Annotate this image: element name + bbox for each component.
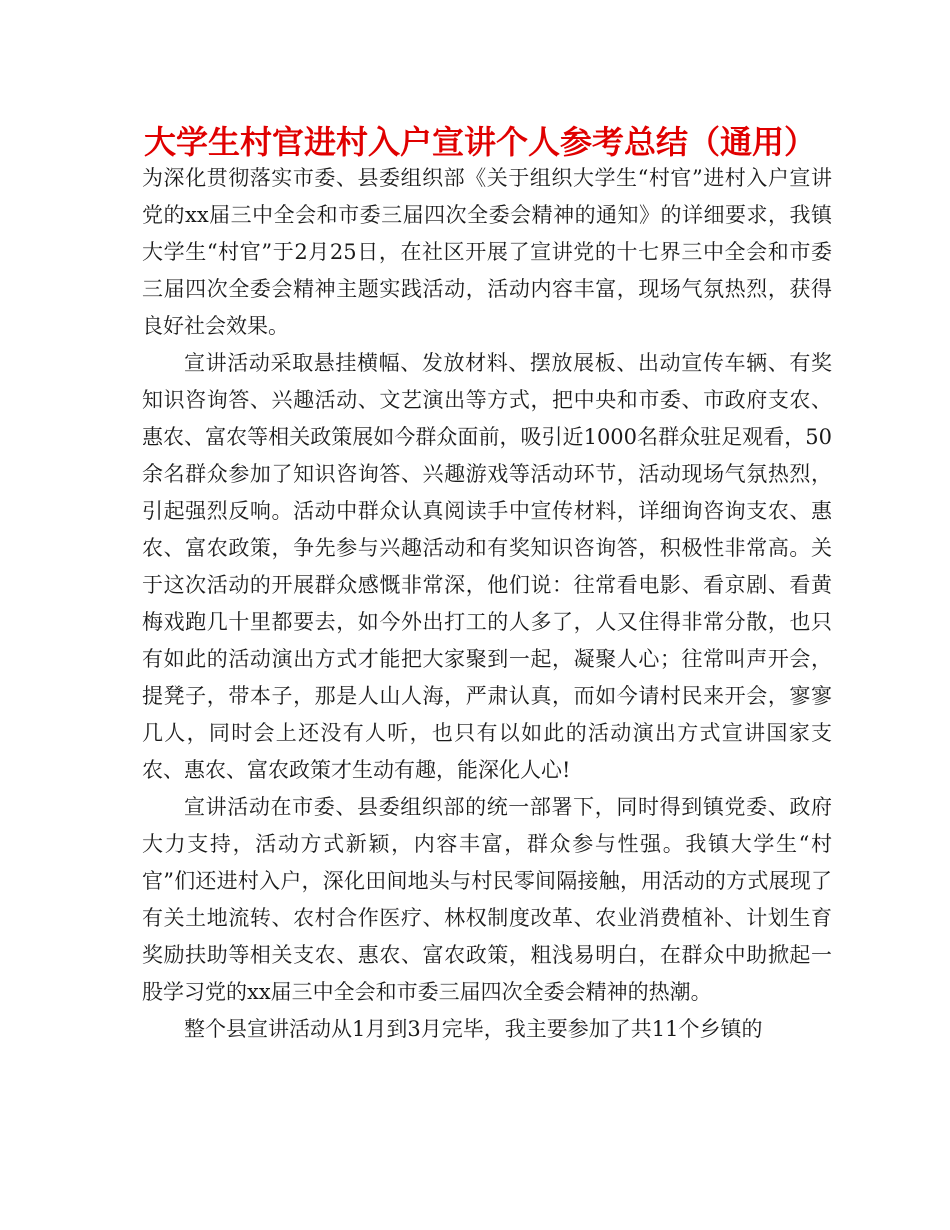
- paragraph-2: 宣讲活动采取悬挂横幅、发放材料、摆放展板、出动宣传车辆、有奖知识咨询答、兴趣活动、文艺演出等方式，把中央和市委、市政府支农、惠农、富农等相关政策展如今群众面前，吸引近1000名群众驻足观看，50余名群众参加了知识咨询答、兴趣游戏等活动环节，活动现场气氛热烈，引起强烈反响。活动中群众认真阅读手中宣传材料，详细询咨询支农、惠农、富农政策，争先参与兴趣活动和有奖知识咨询答，积极性非常高。关于这次活动的开展群众感慨非常深，他们说：往常看电影、看京剧、看黄梅戏跑几十里都要去，如今外出打工的人多了，人又住得非常分散，也只有如此的活动演出方式才能把大家聚到一起，凝聚人心；往常叫声开会，提凳子，带本子，那是人山人海，严肃认真，而如今请村民来开会，寥寥几人，同时会上还没有人听，也只有以如此的活动演出方式宣讲国家支农、惠农、富农政策才生动有趣，能深化人心!: [142, 351, 832, 782]
- document-title: 大学生村官进村入户宣讲个人参考总结（通用）: [143, 123, 816, 161]
- paragraph-4: 整个县宣讲活动从1月到3月完毕，我主要参加了共11个乡镇的: [184, 1017, 763, 1041]
- paragraph-1: 为深化贯彻落实市委、县委组织部《关于组织大学生“村官”进村入户宣讲党的xx届三中全会和市委三届四次全委会精神的通知》的详细要求，我镇大学生“村官”于2月25日，在社区开展了宣讲党的十七界三中全会和市委三届四次全委会精神主题实践活动，活动内容丰富，现场气氛热烈，获得良好社会效果。: [142, 166, 832, 338]
- document-body: [142, 160, 832, 1048]
- paragraph-3: 宣讲活动在市委、县委组织部的统一部署下，同时得到镇党委、政府大力支持，活动方式新颖，内容丰富，群众参与性强。我镇大学生“村官”们还进村入户，深化田间地头与村民零间隔接触，用活动的方式展现了有关土地流转、农村合作医疗、林权制度改革、农业消费植补、计划生育奖励扶助等相关支农、惠农、富农政策，粗浅易明白，在群众中助掀起一股学习党的xx届三中全会和市委三届四次全委会精神的热潮。: [142, 795, 832, 1004]
